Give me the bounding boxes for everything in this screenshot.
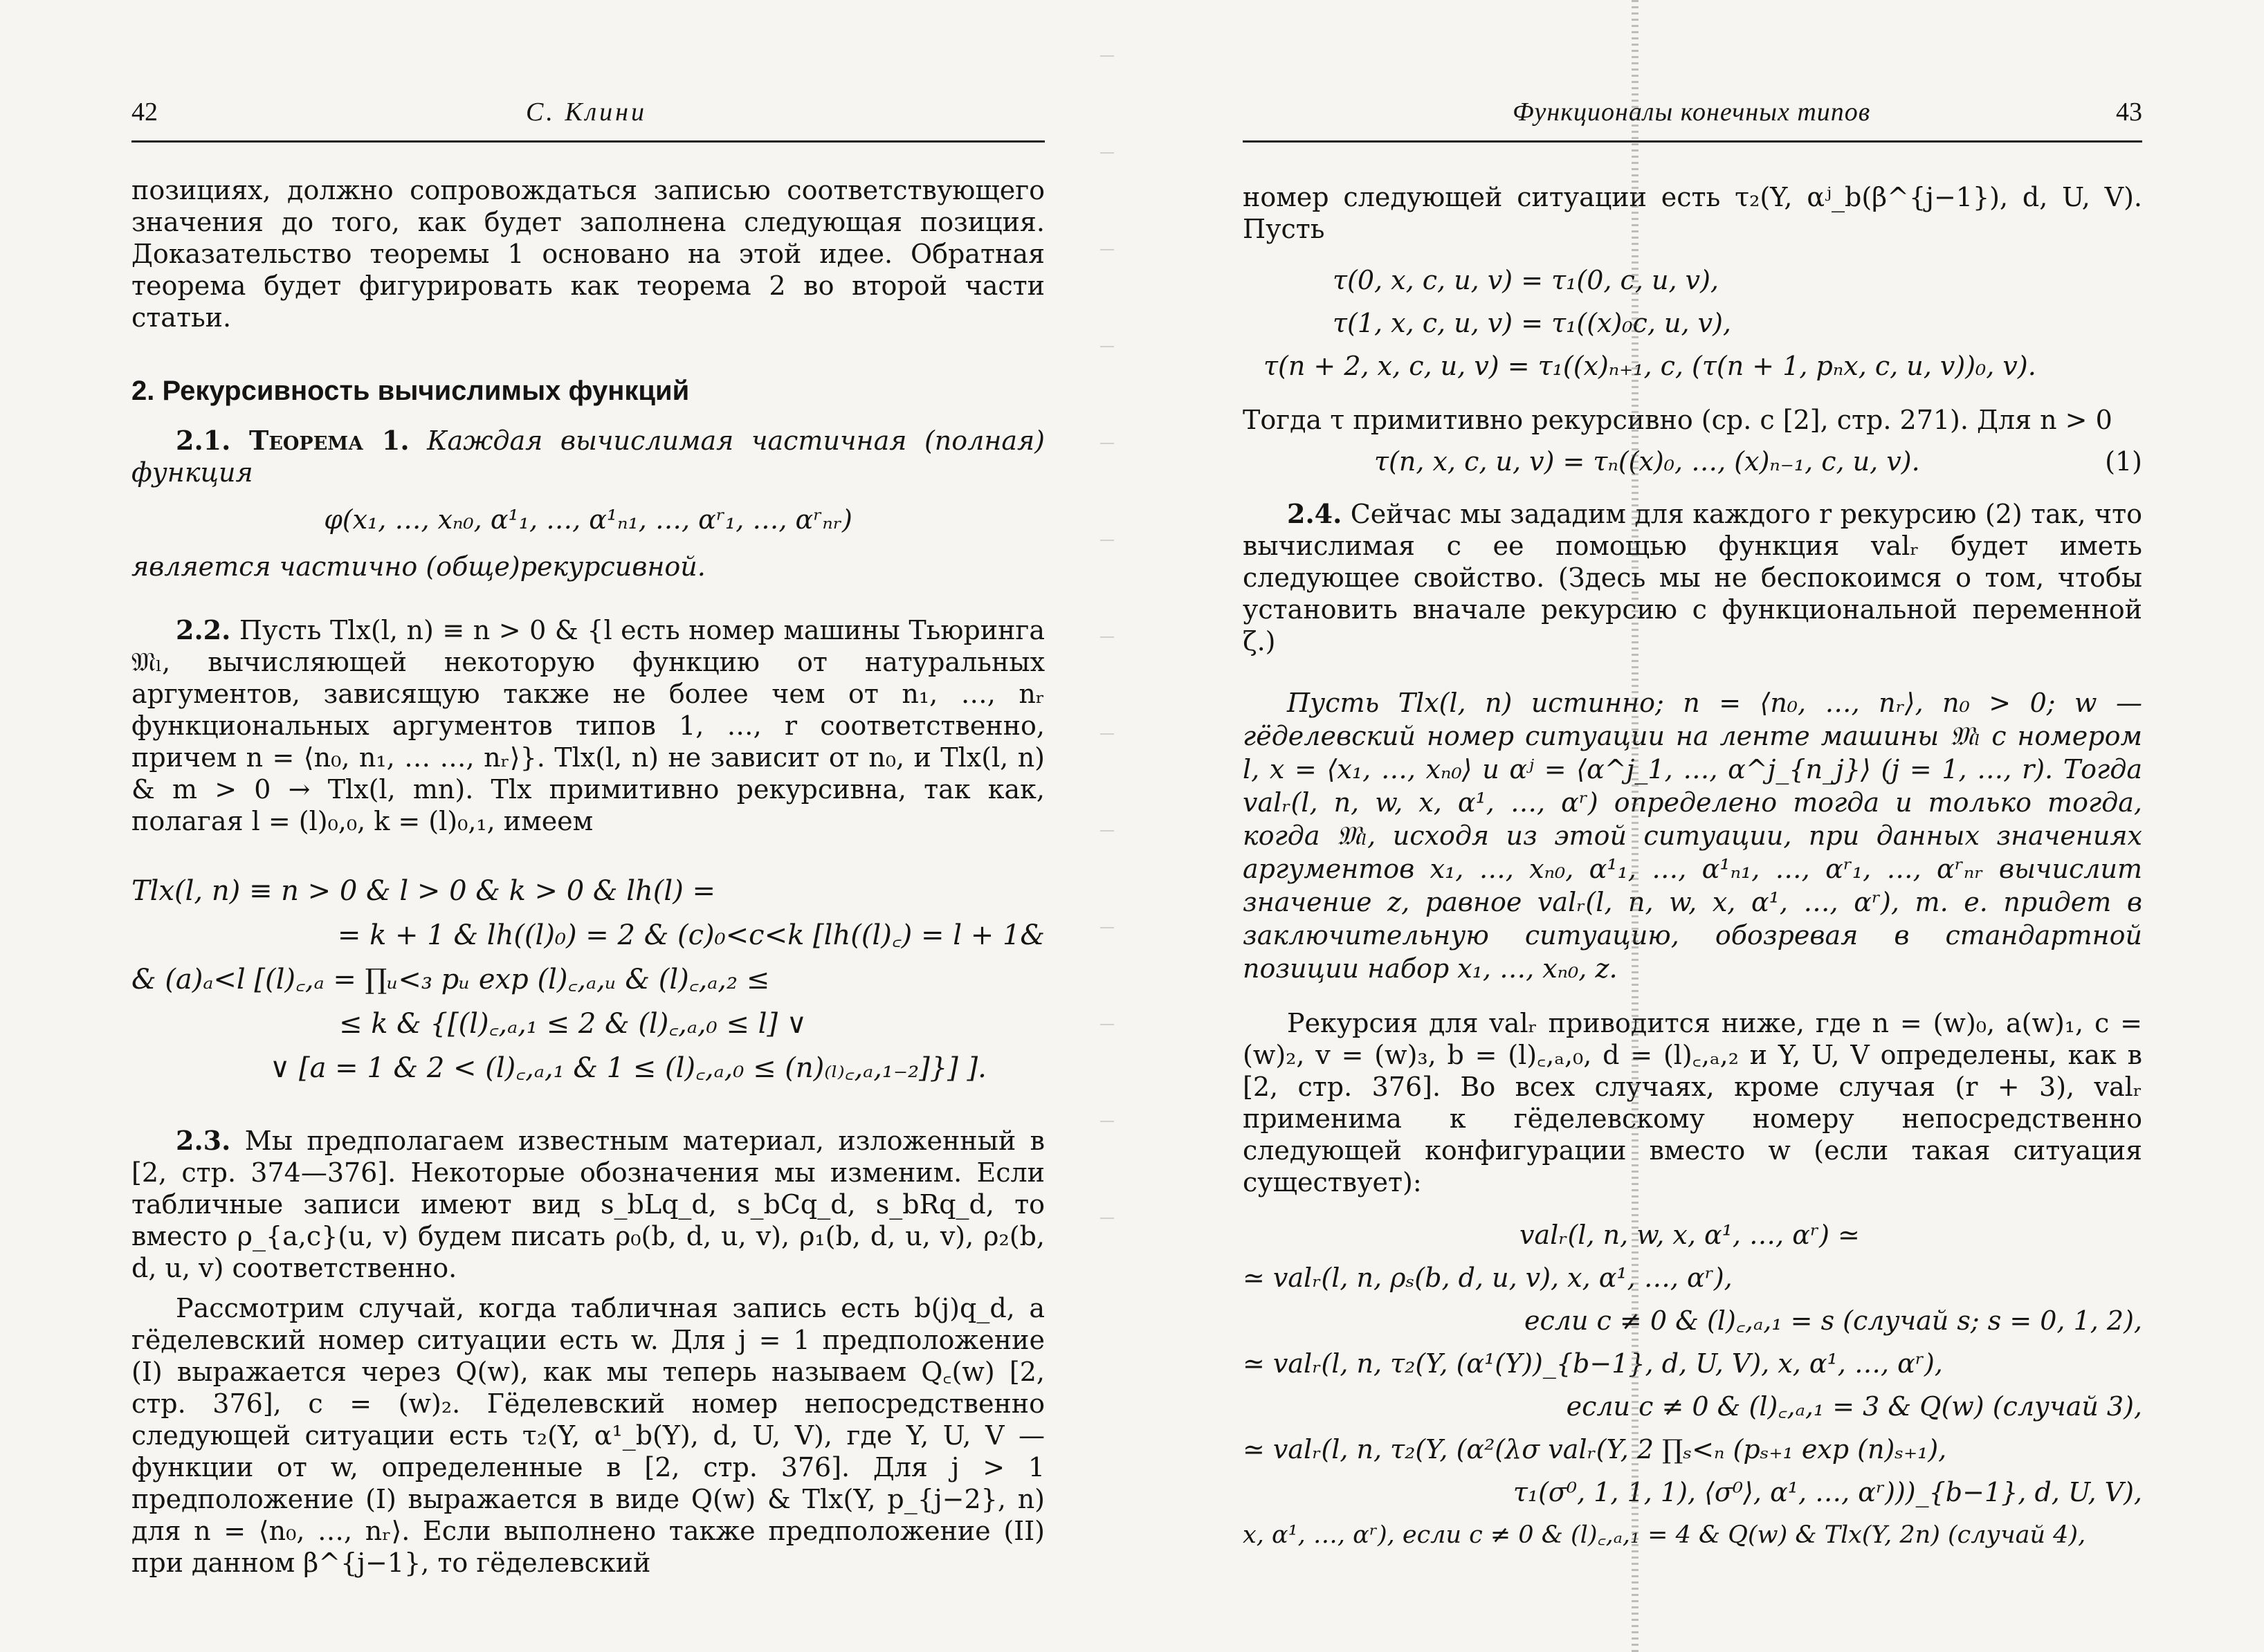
theorem-label: 2.1. Теорема 1. — [176, 425, 410, 456]
theorem-conclusion: является частично (обще)рекурсивной. — [131, 551, 706, 582]
left-header-rule — [131, 140, 1045, 143]
right-running-head — [1243, 97, 2142, 131]
p23-label: 2.3. — [176, 1125, 231, 1156]
theorem-text: Каждая вычислимая частичная (полная) функция — [131, 425, 1045, 488]
tlx-formula-line: = k + 1 & lh((l)₀) = 2 & (c)₀<c<k [lh((l)꜀) = l + 1& — [337, 919, 1045, 951]
val-recursion-block — [1243, 1213, 2142, 1557]
tau-remark: Тогда τ примитивно рекурсивно (ср. с [2], стр. 271). Для n > 0 — [1243, 405, 2112, 435]
p24-label: 2.4. — [1287, 498, 1342, 529]
tlx-formula-block — [131, 869, 1045, 1090]
right-top-paragraph: номер следующей ситуации есть τ₂(Y, αʲ_b(β^{j−1}), d, U, V). Пусть — [1243, 182, 2142, 244]
p23-text: Мы предполагаем известным материал, изложенный в [2, стр. 374—376]. Некоторые обозначения мы изменим. Если табличные записи имеют вид s_bLq_d, s_bCq_d, s_bRq_d, то вместо ρ_{a,c}(u, v) будем писать ρ₀(b, d, u, v), ρ₁(b, d, u, v), ρ₂(b, d, u, v) соответственно. — [131, 1126, 1045, 1283]
tlx-formula-line: ∨ [a = 1 & 2 < (l)꜀,ₐ,₁ & 1 ≤ (l)꜀,ₐ,₀ ≤ (n)₍ₗ₎꜀,ₐ,₁₋₂]}] ]. — [270, 1052, 987, 1084]
val-line: τ₁(σ⁰, 1, 1, 1), ⟨σ⁰⟩, α¹, …, αʳ)))_{b−1}, d, U, V), — [1513, 1477, 2142, 1507]
tau-line: τ(n + 2, x, c, u, v) = τ₁((x)ₙ₊₁, c, (τ(n + 1, pₙx, c, u, v))₀, v). — [1263, 351, 2036, 381]
val-line: ≃ valᵣ(l, n, τ₂(Y, (α¹(Y))_{b−1}, d, U, V), x, α¹, …, αʳ), — [1243, 1348, 1943, 1379]
p22-text: Пусть Tlx(l, n) ≡ n > 0 & {l есть номер машины Тьюринга 𝔐ₗ, вычисляющей некоторую функцию от натуральных аргументов, зависящую также не более чем от n₁, …, nᵣ функциональных аргументов типов 1, …, r соответственно, причем n = ⟨n₀, n₁, … …, nᵣ⟩}. Tlx(l, n) не зависит от n₀, и Tlx(l, n) & m > 0 → Tlx(l, mn). Tlx примитивно рекурсивна, так как, полагая l = (l)₀,₀, k = (l)₀,₁, имеем — [131, 615, 1045, 836]
right-running-title: Функционалы конечных типов — [1513, 98, 1871, 127]
val-line: x, α¹, …, αʳ), если c ≠ 0 & (l)꜀,ₐ,₁ = 4 & Q(w) & Tlx(Y, 2n) (случай 4), — [1243, 1521, 2086, 1549]
scan-artifact-line — [1632, 0, 1638, 1652]
theorem-paragraph — [131, 425, 1045, 488]
val-line: если c ≠ 0 & (l)꜀,ₐ,₁ = s (случай s; s = 0, 1, 2), — [1524, 1305, 2142, 1336]
paragraph-2-4 — [1243, 498, 2142, 657]
p24-text: Сейчас мы зададим для каждого r рекурсию (2) так, что вычислимая с ее помощью функция valᵣ будет иметь следующее свойство. (Здесь мы не беспокоимся о том, чтобы установить вначале рекурсию с функциональной переменной ζ.) — [1243, 499, 2142, 657]
left-running-head — [131, 97, 1045, 131]
p22-label: 2.2. — [176, 614, 231, 645]
left-page-number: 42 — [131, 98, 158, 127]
right-page-number: 43 — [2116, 98, 2142, 127]
theorem-formula: φ(x₁, …, xₙ₀, α¹₁, …, α¹ₙ₁, …, αʳ₁, …, αʳₙᵣ) — [324, 504, 852, 535]
left-last-paragraph: Рассмотрим случай, когда табличная запись есть b(j)q_d, а гёделевский номер ситуации есть w. Для j = 1 предположение (I) выражается через Q(w), как мы теперь называем Q꜀(w) [2, стр. 376], c = (w)₂. Гёделевский номер непосредственно следующей ситуации есть τ₂(Y, α¹_b(Y), d, U, V), где Y, U, V — функции от w, определенные в [2, стр. 376]. Для j > 1 предположение (I) выражается в виде Q(w) & Tlx(Y, p_{j−2}, n) для n = ⟨n₀, …, nᵣ⟩. Если выполнено также предположение (II) при данном β^{j−1}, то гёделевский — [131, 1293, 1045, 1578]
left-running-title: С. Клини — [526, 98, 648, 127]
equation-1-body: τ(n, x, c, u, v) = τₙ((x)₀, …, (x)ₙ₋₁, c, u, v). — [1374, 446, 1920, 477]
recursion-paragraph: Рекурсия для valᵣ приводится ниже, где n = (w)₀, a(w)₁, c = (w)₂, v = (w)₃, b = (l)꜀,ₐ,₀, d = (l)꜀,ₐ,₂ и Y, U, V определены, как в [2, стр. 376]. Во всех случаях, кроме случая (r + 3), valᵣ применима к гёделевскому номеру непосредственно следующей конфигурации вместо w (если такая ситуация существует): — [1243, 1008, 2142, 1197]
right-header-rule — [1243, 140, 2142, 143]
left-text-column — [131, 174, 1045, 1579]
paragraph-2-2 — [131, 614, 1045, 837]
tau-line: τ(1, x, c, u, v) = τ₁((x)₀c, u, v), — [1333, 308, 1731, 338]
val-line: ≃ valᵣ(l, n, τ₂(Y, (α²(λσ valᵣ(Y, 2 ∏ₛ<ₙ (pₛ₊₁ exp (n)ₛ₊₁), — [1243, 1434, 1947, 1465]
tau-line: τ(0, x, c, u, v) = τ₁(0, c, u, v), — [1333, 265, 1719, 295]
section-heading: 2. Рекурсивность вычислимых функций — [131, 376, 690, 406]
tlx-formula-line: & (a)ₐ<l [(l)꜀,ₐ = ∏ᵤ<₃ pᵤ exp (l)꜀,ₐ,ᵤ & (l)꜀,ₐ,₂ ≤ — [131, 964, 770, 995]
tlx-formula-line: Tlx(l, n) ≡ n > 0 & l > 0 & k > 0 & lh(l) = — [131, 875, 716, 907]
left-intro-paragraph: позициях, должно сопровождаться записью соответствующего значения до того, как будет заполнена следующая позиция. Доказательство теоремы 1 основано на этой идее. Обратная теорема будет фигурировать как теорема 2 во второй части статьи. — [131, 175, 1045, 333]
val-line: если c ≠ 0 & (l)꜀,ₐ,₁ = 3 & Q(w) (случай 3), — [1566, 1391, 2142, 1422]
italic-statement: Пусть Tlx(l, n) истинно; n = ⟨n₀, …, nᵣ⟩, n₀ > 0; w — гёделевский номер ситуации на ленте машины 𝔐ₗ с номером l, x = ⟨x₁, …, xₙ₀⟩ и αʲ = ⟨α^j_1, …, α^j_{n_j}⟩ (j = 1, …, r). Тогда valᵣ(l, n, w, x, α¹, …, αʳ) определено тогда и только тогда, когда 𝔐ₗ, исходя из этой ситуации, при данных значениях аргументов x₁, …, xₙ₀, α¹₁, …, α¹ₙ₁, …, αʳ₁, …, αʳₙᵣ вычислит значение z, равное valᵣ(l, n, w, x, α¹, …, αʳ), т. е. придет в заключительную ситуацию, обозревая в стандартной позиции набор x₁, …, xₙ₀, z. — [1243, 688, 2142, 984]
right-page — [1132, 0, 2264, 1652]
tau-definition — [1243, 259, 2142, 387]
right-text-column — [1243, 181, 2142, 1557]
tlx-formula-line: ≤ k & {[(l)꜀,ₐ,₁ ≤ 2 & (l)꜀,ₐ,₀ ≤ l] ∨ — [339, 1008, 807, 1040]
val-line: ≃ valᵣ(l, n, ρₛ(b, d, u, v), x, α¹, …, αʳ), — [1243, 1263, 1733, 1293]
equation-1 — [1243, 446, 2142, 477]
equation-1-number: (1) — [2105, 446, 2142, 477]
val-line: valᵣ(l, n, w, x, α¹, …, αʳ) ≃ — [1519, 1220, 1860, 1250]
paragraph-2-3 — [131, 1125, 1045, 1284]
